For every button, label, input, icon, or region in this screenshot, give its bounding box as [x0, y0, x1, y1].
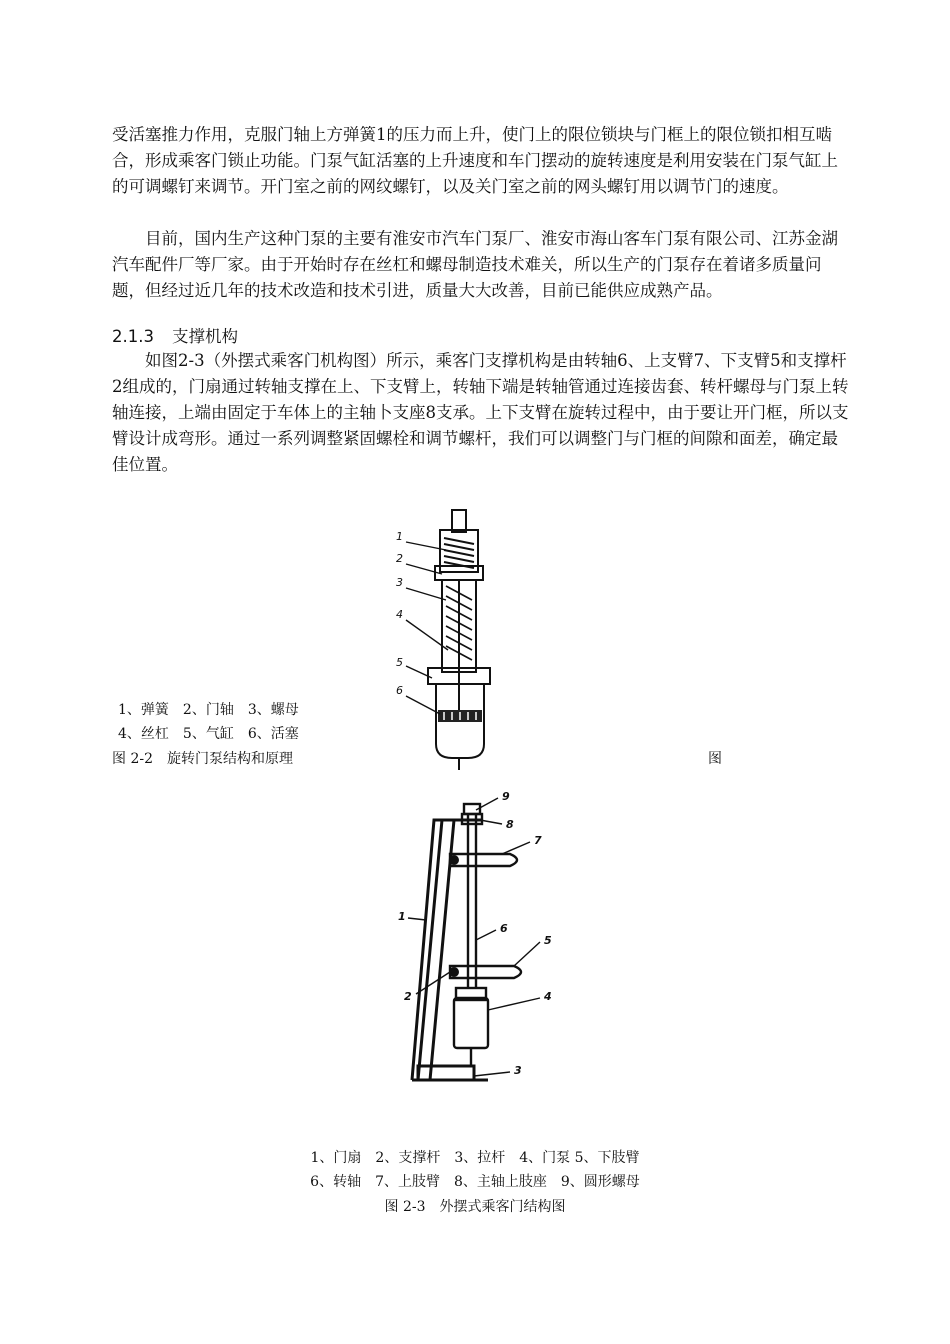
callout-3: 3: [396, 576, 403, 589]
callout-3: 3: [514, 1064, 522, 1077]
callout-4: 4: [396, 608, 403, 621]
fig2-2-number: 图 2-2: [112, 751, 153, 767]
callout-1: 1: [396, 530, 403, 543]
stray-figure-label: 图: [708, 751, 722, 767]
paragraph-2: 目前，国内生产这种门泵的主要有淮安市汽车门泵厂、淮安市海山客车门泵有限公司、江苏金湖汽车配件厂等厂家。由于开始时存在丝杠和螺母制造技术难关，所以生产的门泵存在着诸多质量问题，但经过近几年的技术改造和技术引进，质量大大改善，目前已能供应成熟产品。: [112, 229, 838, 300]
fig2-3-title: 外摆式乘客门结构图: [439, 1199, 566, 1215]
section-number: 2.1.3: [112, 327, 154, 346]
callout-1: 1: [398, 910, 406, 923]
paragraph-1: 受活塞推力作用，克服门轴上方弹簧1的压力而上升，使门上的限位锁块与门框上的限位锁扣相互啮合，形成乘客门锁止功能。门泵气缸活塞的上升速度和车门摆动的旋转速度是利用安装在门泵气缸上的可调螺钉来调节。开门室之前的网纹螺钉，以及关门室之前的网头螺钉用以调节门的速度。: [112, 125, 838, 196]
callout-7: 7: [534, 834, 542, 847]
fig2-3-caption: [0, 1197, 950, 1217]
door-pump-diagram: [380, 500, 520, 772]
paragraph-3: 如图2-3（外摆式乘客门机构图）所示，乘客门支撑机构是由转轴6、上支臂7、下支臂5和支撑杆2组成的，门扇通过转轴支撑在上、下支臂上，转轴下端是转轴管通过连接齿套、转杆螺母与门泵上转轴连接，上端由固定于车体上的主轴卜支座8支承。上下支臂在旋转过程中，由于要让开门框，所以支臂设计成弯形。通过一系列调整紧固螺栓和调节螺杆，我们可以调整门与门框的间隙和面差，确定最佳位置。: [112, 351, 849, 474]
callout-6: 6: [396, 684, 403, 697]
fig2-2-title: 旋转门泵结构和原理: [167, 751, 293, 767]
fig2-3-legend-line1: 1、门扇 2、支撑杆 3、拉杆 4、门泵 5、下肢臂: [310, 1150, 640, 1166]
callout-9: 9: [502, 790, 510, 803]
callout-8: 8: [506, 818, 514, 831]
callout-5: 5: [544, 934, 552, 947]
fig2-2-legend-line1: 1、弹簧 2、门轴 3、螺母: [118, 702, 299, 718]
fig2-2-caption: [112, 749, 293, 769]
callout-2: 2: [396, 552, 403, 565]
fig2-3-legend-line2: 6、转轴 7、上肢臂 8、主轴上肢座 9、圆形螺母: [310, 1174, 640, 1190]
callout-4: 4: [544, 990, 552, 1003]
section-title: 支撑机构: [171, 327, 238, 346]
callout-5: 5: [396, 656, 403, 669]
callout-2: 2: [404, 990, 412, 1003]
swing-door-diagram: [390, 790, 580, 1100]
section-heading: [112, 326, 238, 348]
fig2-3-number: 图 2-3: [384, 1199, 426, 1215]
fig2-2-legend-line2: 4、丝杠 5、气缸 6、活塞: [118, 726, 299, 742]
callout-6: 6: [500, 922, 508, 935]
